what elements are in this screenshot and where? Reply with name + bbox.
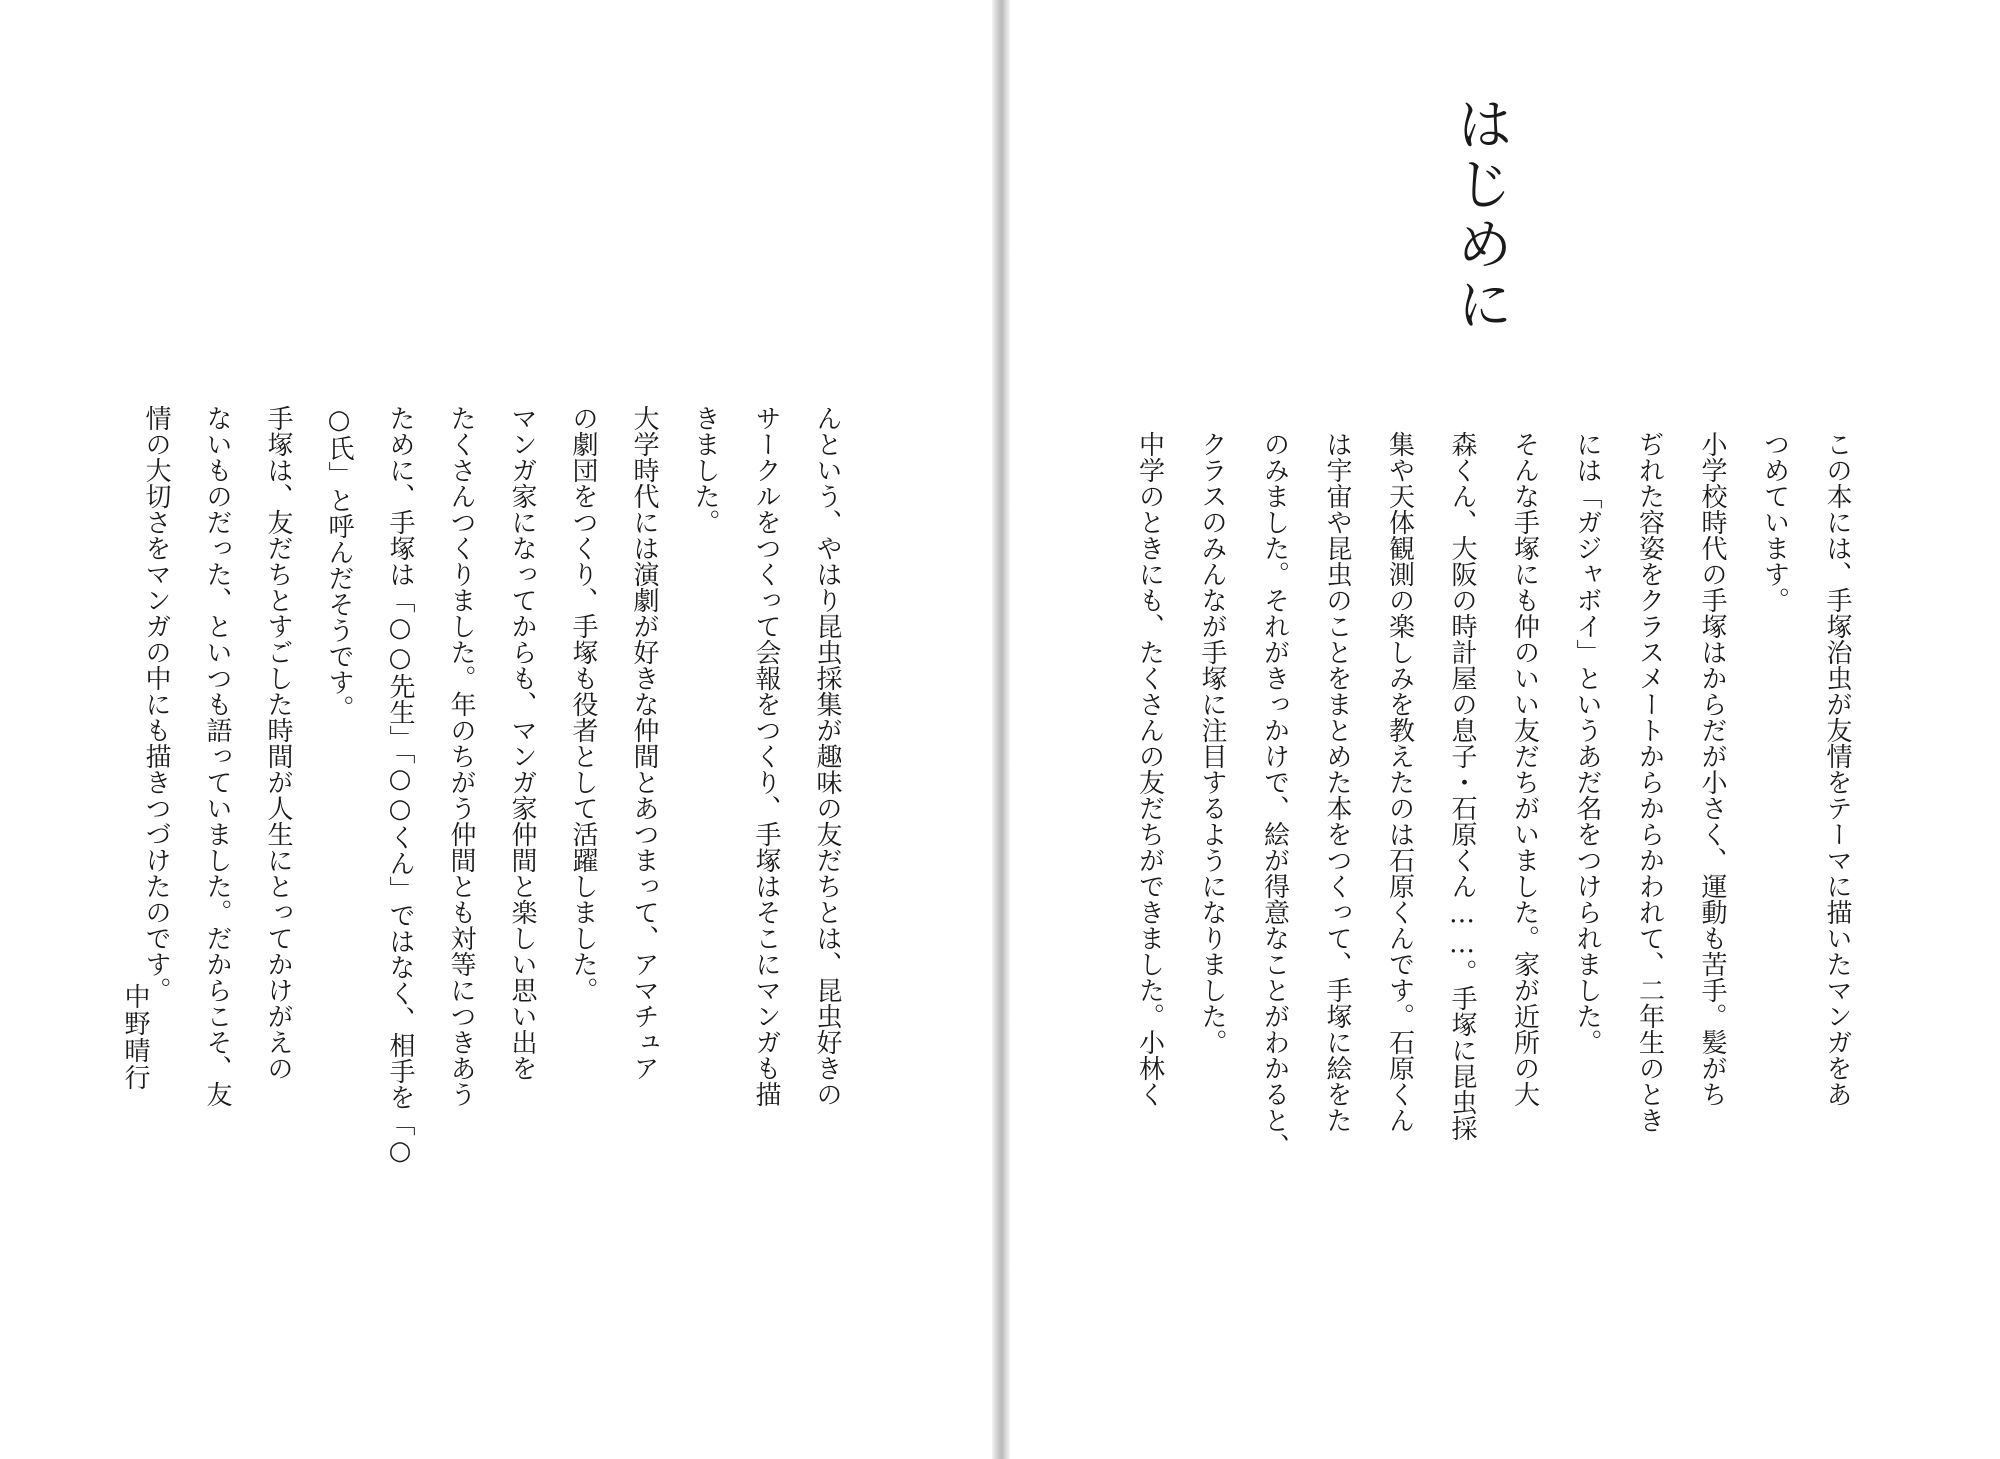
- author-name: 中野晴行: [120, 983, 150, 1091]
- page-heading: はじめに: [1448, 95, 1513, 335]
- book-gutter: [992, 0, 1010, 1459]
- left-page: [0, 0, 992, 1459]
- right-page-body-text: この本には、手塚治虫が友情をテーマに描いたマンガをあ つめています。 小学校時代の手塚はからだが小さく、運動も苦手。髪がち ぢれた容姿をクラスメートからからかわれて、二年生のとき には「ガジャボイ」というあだ名をつけられました。 そんな手塚にも仲のいい友だちがいました。家が近所の大 森くん、大阪の時計屋の息子・石原くん……。手塚に昆虫採 集や天体観測の楽しみを教えたのは石原くんです。石原くん は宇宙や昆虫のことをまとめた本をつくって、手塚に絵をた のみました。それがきっかけで、絵が得意なことがわかると、 クラスのみんなが手塚に注目するようになりました。 中学のときにも、たくさんの友だちができました。小林く: [1134, 431, 1852, 1159]
- left-page-body-text: んという、やはり昆虫採集が趣味の友だちとは、昆虫好きの サークルをつくって会報をつくり、手塚はそこにマンガも描 きました。 大学時代には演劇が好きな仲間とあつまって、アマチュア の劇団をつくり、手塚も役者として活躍しました。 マンガ家になってからも、マンガ家仲間と楽しい思い出を たくさんつくりました。年のちがう仲間とも対等につきあう ために、手塚は「○○先生」「○○くん」ではなく、相手を「○ ○氏」と呼んだそうです。 手塚は、友だちとすごした時間が人生にとってかけがえの ないものだった、といつも語っていました。だからこそ、友 情の大切さをマンガの中にも描きつづけたのです。: [141, 405, 842, 1166]
